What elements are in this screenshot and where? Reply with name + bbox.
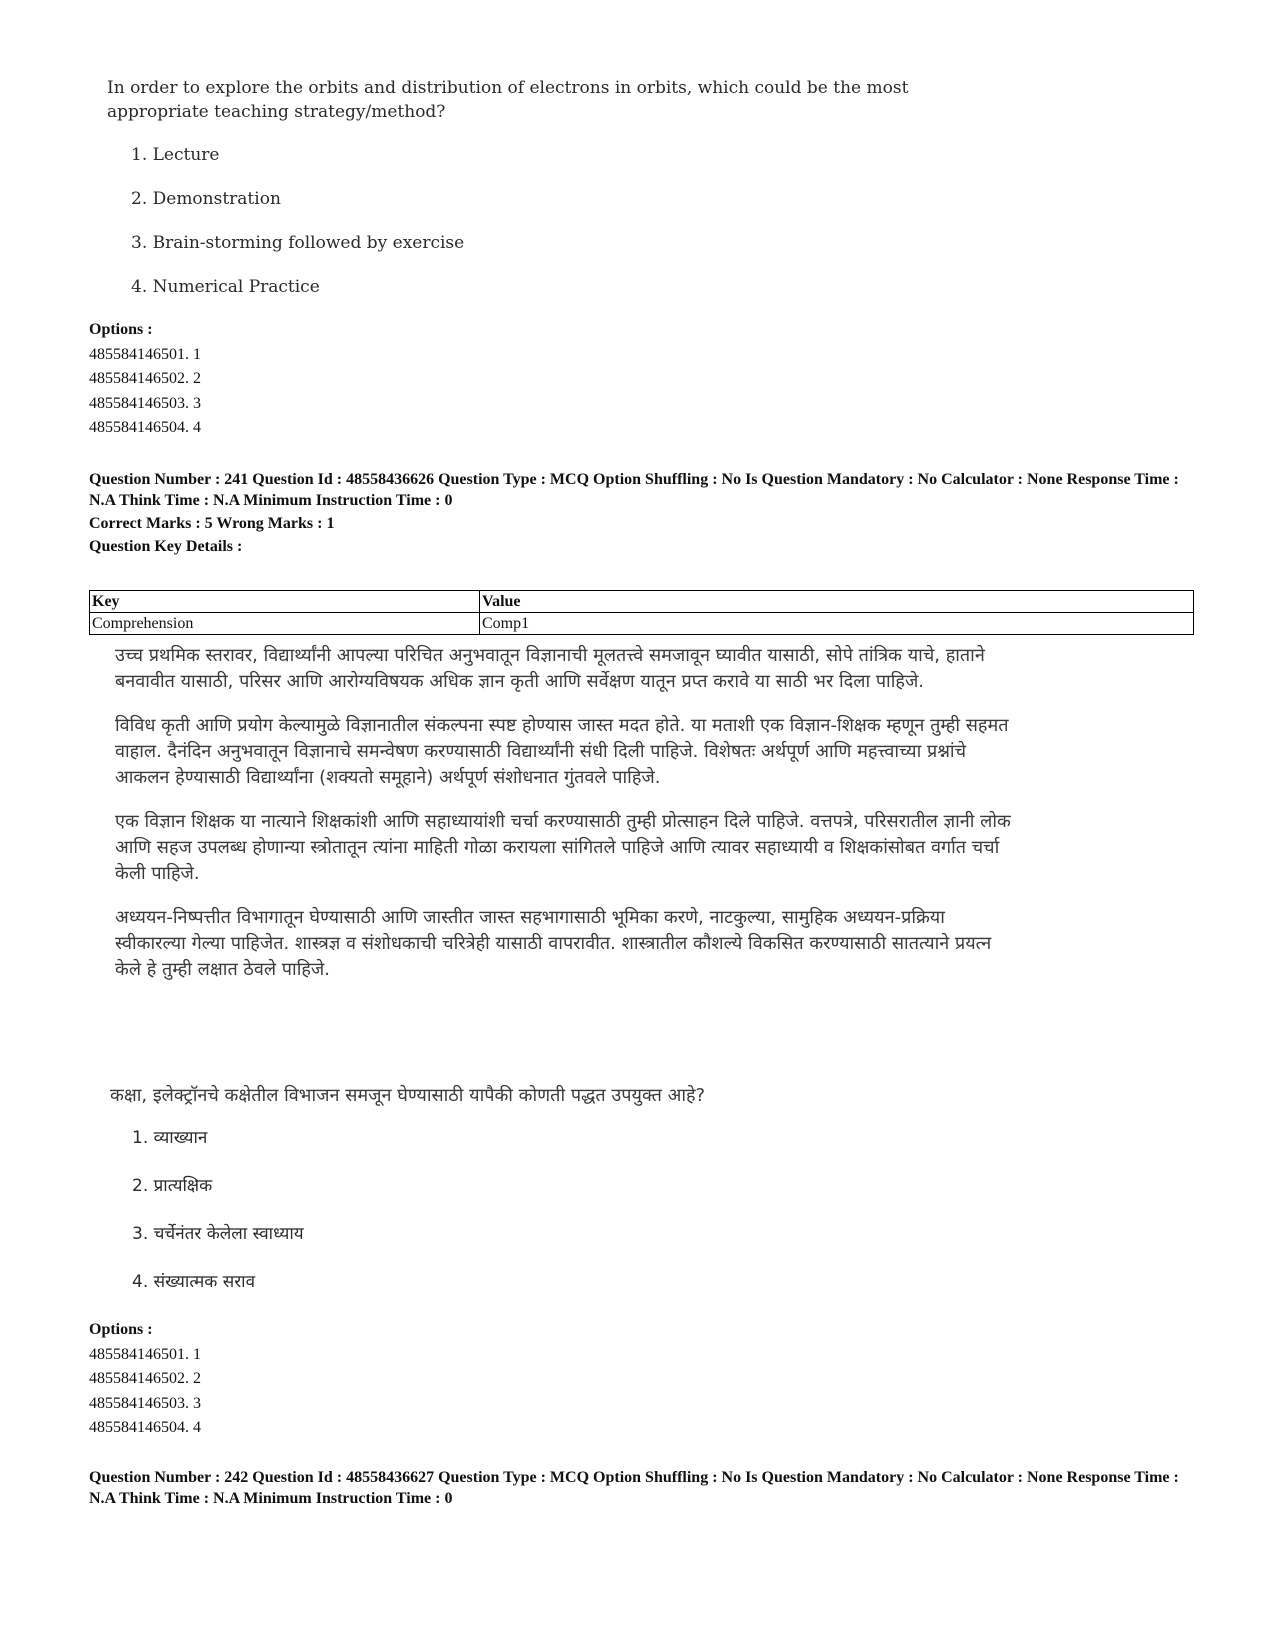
question-240-english-block [107,76,937,298]
choice-item: 2. Demonstration [131,189,281,209]
passage-paragraph: एक विज्ञान शिक्षक या नात्याने शिक्षकांशी आणि सहाध्यायांशी चर्चा करण्यासाठी तुम्ही प्रोत्साहन दिले पाहिजे. वत्तपत्रे, परिसरातील ज्ञानी लोक आणि सहज उपलब्ध होणान्या स्त्रोतातून त्यांना माहिती गोळा करायला सांगितले पाहिजे आणि त्यावर सहाध्यायी व शिक्षकांसोबत वर्गात चर्चा केली पाहिजे. [115,811,1011,884]
table-cell: Comp1 [480,613,1194,635]
option-item: 485584146501. 1 [89,345,201,363]
question-key-table [89,590,1194,635]
choice-list [132,1127,1010,1293]
options-label: Options : [89,321,153,338]
question-meta-line: Question Number : 242 Question Id : 48558436627 Question Type : MCQ Option Shuffling : No Is Question Mandatory : No Calculator : None Response Time : N.A Think Time : N.A Minimum Instruction Time : 0 [89,1469,1179,1507]
choice-item: 1. व्याख्यान [132,1128,208,1148]
passage-paragraph: उच्च प्रथमिक स्तरावर, विद्यार्थ्यांनी आपल्या परिचित अनुभवातून विज्ञानाची मूलतत्त्वे समजावून घ्यावीत यासाठी, सोपे तांत्रिक याचे, हाताने बनवावीत यासाठी, परिसर आणि आरोग्यविषयक अधिक ज्ञान कृती आणि सर्वेक्षण यातून प्रप्त करावे या साठी भर दिला पाहिजे. [115,645,985,692]
table-header-cell: Key [90,591,480,613]
table-row [90,613,1194,635]
choice-item: 3. Brain-storming followed by exercise [131,233,465,253]
choice-item: 4. Numerical Practice [131,277,320,297]
key-details-label: Question Key Details : [89,538,243,555]
question-text: In order to explore the orbits and distribution of electrons in orbits, which could be the most appropriate teaching strategy/method? [107,78,909,122]
choice-item: 4. संख्यात्मक सराव [132,1272,256,1292]
option-item: 485584146501. 1 [89,1345,201,1363]
option-item: 485584146502. 2 [89,1370,201,1387]
option-item: 485584146502. 2 [89,370,201,387]
passage-paragraph: विविध कृती आणि प्रयोग केल्यामुळे विज्ञानातील संकल्पना स्पष्ट होण्यास जास्त मदत होते. या मताशी एक विज्ञान-शिक्षक म्हणून तुम्ही सहमत वाहाल. दैनंदिन अनुभवातून विज्ञानाचे समन्वेषण करण्यासाठी विद्यार्थ्यांनी संधी दिली पाहिजे. विशेषतः अर्थपूर्ण आणि महत्त्वाच्या प्रश्नांचे आकलन हेण्यासाठी विद्यार्थ्यांना (शक्यतो समूहाने) अर्थपूर्ण संशोधनात गुंतवले पाहिजे. [115,715,1009,788]
options-label: Options : [89,1321,153,1338]
option-item: 485584146504. 4 [89,419,201,436]
options-block [89,1318,201,1441]
option-item: 485584146504. 4 [89,1419,201,1436]
question-meta-line: Question Number : 241 Question Id : 48558436626 Question Type : MCQ Option Shuffling : No Is Question Mandatory : No Calculator : None Response Time : N.A Think Time : N.A Minimum Instruction Time : 0 [89,471,1179,509]
choice-item: 2. प्रात्यक्षिक [132,1176,213,1196]
option-item: 485584146503. 3 [89,394,201,412]
table-cell: Comprehension [90,613,480,635]
choice-item: 1. Lecture [131,145,220,165]
comprehension-passage [115,643,1015,1001]
choice-item: 3. चर्चेनंतर केलेला स्वाध्याय [132,1224,304,1244]
marks-line: Correct Marks : 5 Wrong Marks : 1 [89,515,335,532]
option-item: 485584146503. 3 [89,1394,201,1412]
choice-list [131,144,937,298]
passage-paragraph: अध्ययन-निष्पत्तीत विभागातून घेण्यासाठी आणि जास्तीत जास्त सहभागासाठी भूमिका करणे, नाटकुल्या, सामुहिक अध्ययन-प्रक्रिया स्वीकारल्या गेल्या पाहिजेत. शास्त्रज्ञ व संशोधकाची चरित्रेही यासाठी वापरावीत. शास्त्रातील कौशल्ये विकसित करण्यासाठी सातत्याने प्रयत्न केले हे तुम्ही लक्षात ठेवले पाहिजे. [115,907,992,980]
question-242-meta [89,1467,1199,1509]
table-header-cell: Value [480,591,1194,613]
table-header-row [90,591,1194,613]
question-text: कक्षा, इलेक्ट्रॉनचे कक्षेतील विभाजन समजून घेण्यासाठी यापैकी कोणती पद्धत उपयुक्त आहे? [110,1085,706,1106]
options-block [89,318,201,441]
question-241-meta [89,469,1199,557]
question-241-marathi-block [110,1083,1010,1293]
